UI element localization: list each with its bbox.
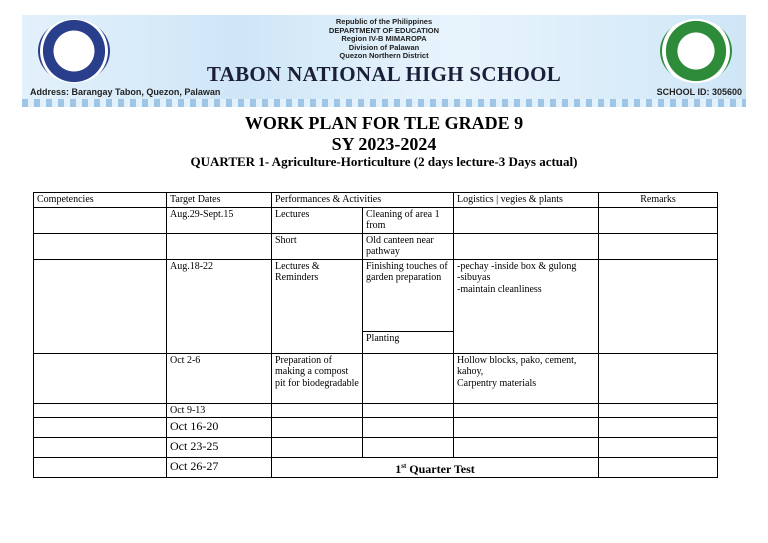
header-line: Republic of the Philippines [335, 17, 433, 26]
target-date: Aug.18-22 [167, 259, 272, 353]
target-date: Oct 26-27 [167, 458, 272, 478]
school-year: SY 2023-2024 [331, 134, 437, 154]
activity: Lectures & Reminders [272, 259, 363, 353]
table-row [34, 403, 718, 418]
table-header-row [34, 193, 718, 208]
work-plan-table [33, 192, 718, 478]
header-line: Region IV-B MIMAROPA [341, 34, 427, 43]
school-header-banner [22, 15, 746, 107]
activity-detail: Planting [363, 331, 454, 353]
logistics-line: Hollow blocks, pako, cement, kahoy, [457, 354, 577, 377]
header-logistics: Logistics | vegies & plants [454, 193, 599, 208]
logistics-line: -pechay -inside box & gulong [457, 260, 577, 272]
activity: Short [272, 233, 363, 259]
activity-detail: Cleaning of area 1 from [363, 207, 454, 233]
header-remarks: Remarks [599, 193, 718, 208]
document-title: WORK PLAN FOR TLE GRADE 9 [244, 113, 524, 133]
header-target-dates: Target Dates [167, 193, 272, 208]
target-date: Oct 9-13 [167, 403, 272, 418]
target-date [167, 233, 272, 259]
logistics [454, 353, 599, 403]
table-row [34, 458, 718, 478]
logistics-line: Carpentry materials [457, 377, 537, 389]
target-date: Oct 16-20 [167, 418, 272, 438]
header-line: Quezon Northern District [339, 51, 429, 60]
table-row [34, 438, 718, 458]
activity-detail: Finishing touches of garden preparation [363, 259, 454, 331]
quarter-subtitle: QUARTER 1- Agriculture-Horticulture (2 days lecture-3 Days actual) [190, 154, 578, 169]
table-row [34, 207, 718, 233]
school-id: SCHOOL ID: 305600 [656, 87, 742, 97]
target-date: Oct 23-25 [167, 438, 272, 458]
logistics-line: -maintain cleanliness [457, 283, 542, 295]
header-line: Division of Palawan [348, 42, 420, 52]
header-activities: Performances & Activities [272, 193, 454, 208]
school-address: Address: Barangay Tabon, Quezon, Palawan [30, 87, 221, 97]
banner-stripe [22, 99, 746, 107]
target-date: Aug.29-Sept.15 [167, 207, 272, 233]
header-competencies: Competencies [34, 193, 167, 208]
target-date: Oct 2-6 [167, 353, 272, 403]
activity: Preparation of making a compost pit for biodegradable [272, 353, 363, 403]
logistics [454, 259, 599, 353]
logistics-line: -sibuyas [457, 272, 491, 283]
table-row [34, 259, 718, 331]
quarter-test-label: 1st Quarter Test [272, 458, 599, 478]
activity-detail: Old canteen near pathway [363, 233, 454, 259]
activity: Lectures [272, 207, 363, 233]
header-text-block [22, 18, 746, 61]
header-line: DEPARTMENT OF EDUCATION [328, 25, 440, 35]
table-row [34, 418, 718, 438]
table-row [34, 353, 718, 403]
school-name: TABON NATIONAL HIGH SCHOOL [206, 62, 562, 86]
table-row [34, 233, 718, 259]
